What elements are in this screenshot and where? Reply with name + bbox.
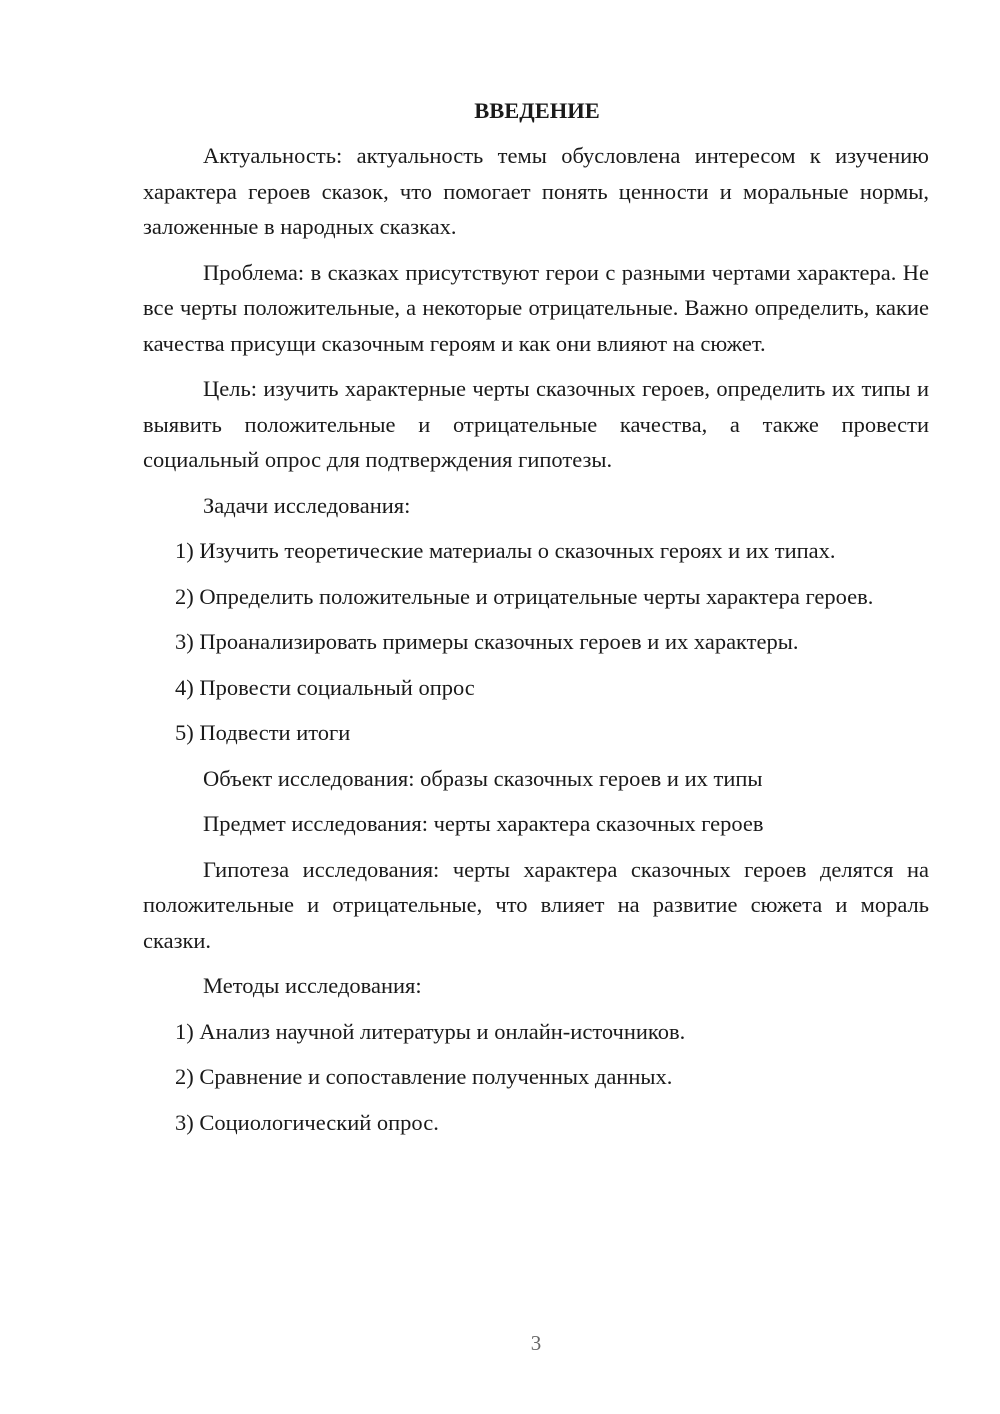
subject-paragraph: Предмет исследования: черты характера сказочных героев xyxy=(203,811,764,836)
section-title: ВВЕДЕНИЕ xyxy=(474,98,600,123)
relevance-paragraph: Актуальность: актуальность темы обусловлена интересом к изучению характера героев сказок, что помогает понять ценности и моральные нормы, заложенные в народных сказках. xyxy=(143,143,929,239)
object-paragraph: Объект исследования: образы сказочных героев и их типы xyxy=(203,765,763,791)
method-item: 2) Сравнение и сопоставление полученных данных. xyxy=(175,1064,673,1089)
goal-paragraph: Цель: изучить характерные черты сказочных героев, определить их типы и выявить положительные и отрицательные качества, а также провести социальный опрос для подтверждения гипотезы. xyxy=(143,376,929,472)
task-item: 2) Определить положительные и отрицательные черты характера героев. xyxy=(175,583,874,609)
page-content xyxy=(143,96,929,1150)
methods-label: Методы исследования: xyxy=(203,973,422,998)
method-item: 3) Социологический опрос. xyxy=(175,1109,439,1135)
task-item: 3) Проанализировать примеры сказочных героев и их характеры. xyxy=(175,629,799,654)
task-item: 1) Изучить теоретические материалы о сказочных героях и их типах. xyxy=(175,538,836,563)
problem-paragraph: Проблема: в сказках присутствуют герои с разными чертами характера. Не все черты положительные, а некоторые отрицательные. Важно определить, какие качества присущи сказочным героям и как они влияют на сюжет. xyxy=(143,259,929,356)
task-item: 4) Провести социальный опрос xyxy=(175,674,475,700)
tasks-label: Задачи исследования: xyxy=(203,492,411,518)
method-item: 1) Анализ научной литературы и онлайн-источников. xyxy=(175,1018,686,1044)
hypothesis-paragraph: Гипотеза исследования: черты характера сказочных героев делятся на положительные и отрицательные, что влияет на развитие сюжета и мораль сказки. xyxy=(143,856,929,953)
page-number: 3 xyxy=(530,1331,542,1355)
task-item: 5) Подвести итоги xyxy=(175,720,351,745)
